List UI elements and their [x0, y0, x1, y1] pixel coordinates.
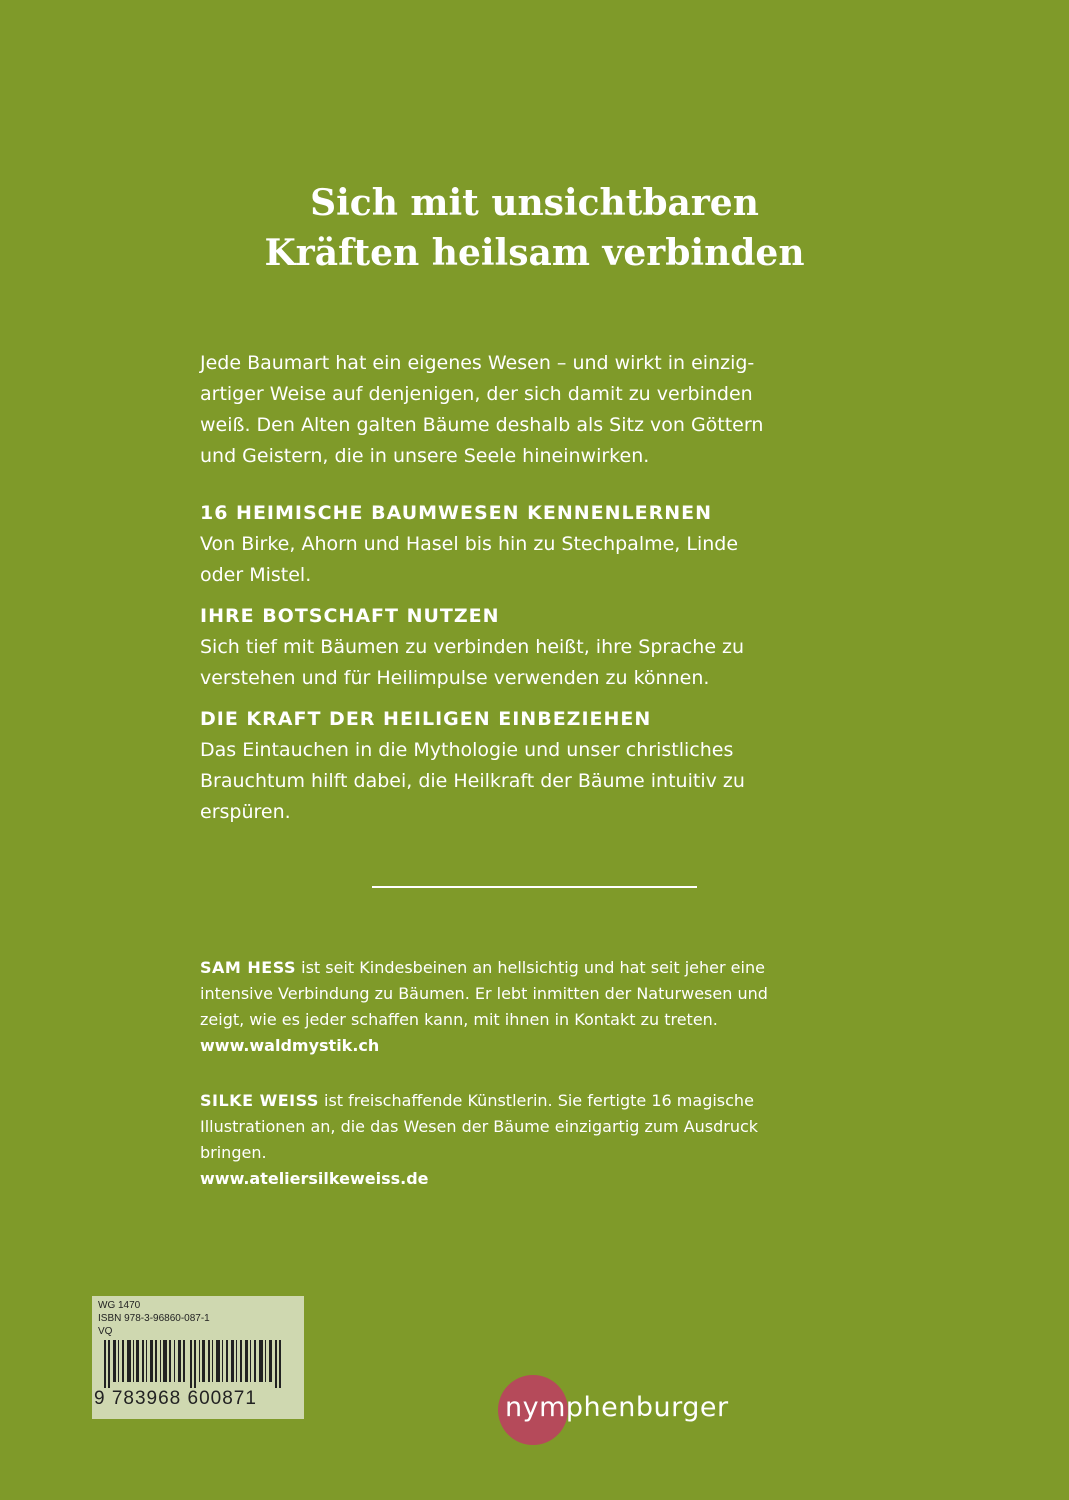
author-bio [200, 955, 900, 1059]
feature-line: verstehen und für Heilimpulse verwenden zu können. [200, 667, 710, 689]
bio-text [200, 955, 900, 1033]
bio-line: bringen. [200, 1143, 267, 1162]
feature-block-1 [200, 498, 900, 591]
intro-line: Jede Baumart hat ein eigenes Wesen – und wirkt in einzig- [200, 352, 755, 374]
feature-line: Sich tief mit Bäumen zu verbinden heißt, ihre Sprache zu [200, 636, 745, 658]
intro-line: weiß. Den Alten galten Bäume deshalb als Sitz von Göttern [200, 414, 764, 436]
wg-number: WG 1470 [98, 1300, 141, 1311]
intro-line: und Geistern, die in unsere Seele hineinwirken. [200, 445, 650, 467]
bio-line: Illustrationen an, die das Wesen der Bäume einzigartig zum Ausdruck [200, 1117, 759, 1136]
feature-block-3 [200, 704, 900, 828]
illustrator-name: SILKE WEISS [200, 1091, 319, 1110]
bio-first-line [200, 1088, 900, 1114]
headline [0, 178, 1069, 278]
feature-text [200, 529, 900, 591]
feature-text [200, 632, 900, 694]
barcode-box [92, 1296, 304, 1419]
feature-title: DIE KRAFT DER HEILIGEN EINBEZIEHEN [200, 708, 652, 730]
divider [372, 886, 697, 888]
publisher-name: nymphenburger [505, 1392, 729, 1423]
feature-block-2 [200, 601, 900, 694]
feature-title: 16 HEIMISCHE BAUMWESEN KENNENLERNEN [200, 502, 713, 524]
publisher-logo [498, 1375, 768, 1445]
headline-line-2: Kräften heilsam verbinden [264, 232, 805, 274]
bio-text [200, 1088, 900, 1166]
feature-line: erspüren. [200, 801, 291, 823]
author-website-link[interactable]: www.waldmystik.ch [200, 1036, 380, 1055]
illustrator-bio [200, 1088, 900, 1192]
intro-paragraph [200, 348, 900, 472]
feature-line: Brauchtum hilft dabei, die Heilkraft der Bäume intuitiv zu [200, 770, 745, 792]
feature-title: IHRE BOTSCHAFT NUTZEN [200, 605, 500, 627]
bio-line: zeigt, wie es jeder schaffen kann, mit ihnen in Kontakt zu treten. [200, 1010, 718, 1029]
isbn: ISBN 978-3-96860-087-1 [98, 1313, 210, 1324]
bio-line: ist seit Kindesbeinen an hellsichtig und hat seit jeher eine [296, 958, 765, 977]
feature-line: oder Mistel. [200, 564, 312, 586]
feature-line: Das Eintauchen in die Mythologie und unser christliches [200, 739, 734, 761]
barcode-icon [98, 1340, 298, 1388]
author-name: SAM HESS [200, 958, 297, 977]
bio-line: intensive Verbindung zu Bäumen. Er lebt inmitten der Naturwesen und [200, 984, 768, 1003]
feature-line: Von Birke, Ahorn und Hasel bis hin zu Stechpalme, Linde [200, 533, 739, 555]
intro-line: artiger Weise auf denjenigen, der sich damit zu verbinden [200, 383, 753, 405]
bio-first-line [200, 955, 900, 981]
bio-line: ist freischaffende Künstlerin. Sie fertigte 16 magische [318, 1091, 754, 1110]
price-code: VQ [98, 1326, 113, 1337]
feature-text [200, 735, 900, 828]
headline-line-1: Sich mit unsichtbaren [310, 182, 759, 224]
illustrator-website-link[interactable]: www.ateliersilkeweiss.de [200, 1169, 429, 1188]
barcode-digits: 9 783968 600871 [94, 1388, 257, 1409]
